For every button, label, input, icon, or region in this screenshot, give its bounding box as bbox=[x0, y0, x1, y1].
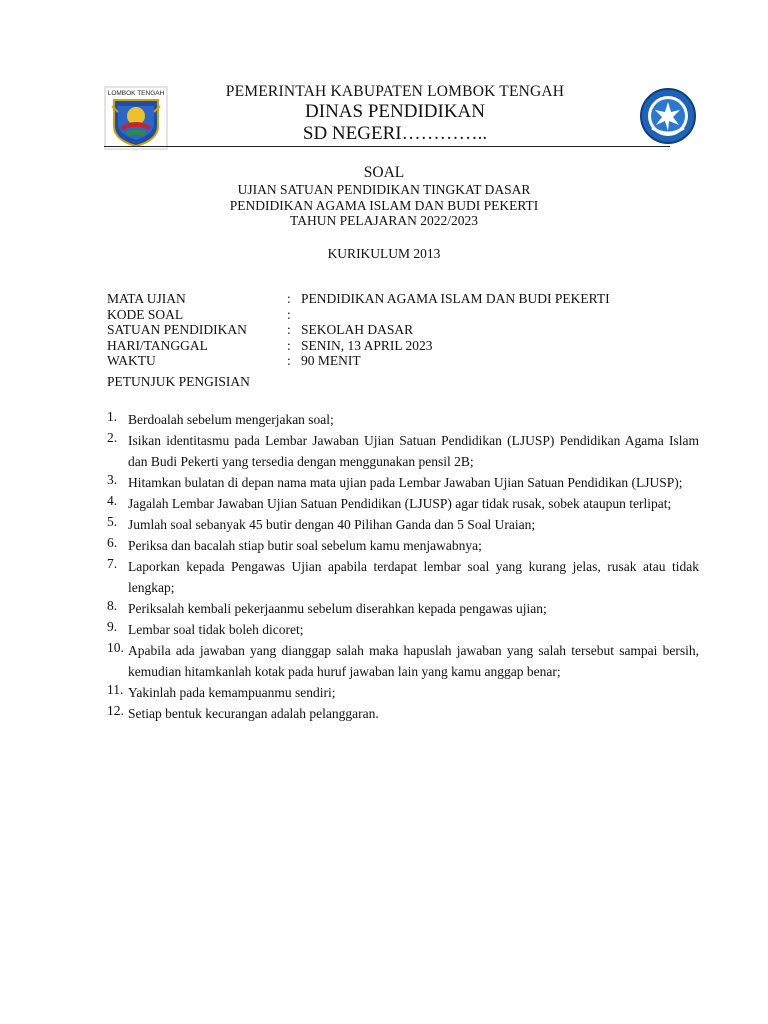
government-name: PEMERINTAH KABUPATEN LOMBOK TENGAH bbox=[225, 83, 565, 100]
item-number: 4. bbox=[107, 493, 118, 508]
item-text: Jumlah soal sebanyak 45 butir dengan 40 Pilihan Ganda dan 5 Soal Uraian; bbox=[128, 517, 536, 532]
list-item bbox=[107, 619, 699, 640]
list-item bbox=[107, 472, 699, 493]
info-value: SEKOLAH DASAR bbox=[301, 322, 414, 338]
item-number: 1. bbox=[107, 409, 118, 424]
item-text: Hitamkan bulatan di depan nama mata ujian pada Lembar Jawaban Ujian Satuan Pendidikan (LJUSP); bbox=[128, 475, 683, 490]
letterhead-text bbox=[100, 83, 690, 145]
info-label: KODE SOAL bbox=[107, 306, 184, 322]
item-number: 10. bbox=[107, 640, 124, 655]
list-item bbox=[107, 430, 699, 472]
info-value: 90 MENIT bbox=[301, 353, 361, 369]
letterhead bbox=[100, 78, 690, 148]
item-text: Setiap bentuk kecurangan adalah pelanggaran. bbox=[128, 706, 379, 721]
info-value: PENDIDIKAN AGAMA ISLAM DAN BUDI PEKERTI bbox=[301, 291, 610, 306]
info-label: MATA UJIAN bbox=[107, 291, 186, 306]
item-number: 3. bbox=[107, 472, 118, 487]
header-divider bbox=[104, 146, 670, 147]
item-number: 7. bbox=[107, 556, 118, 571]
list-item bbox=[107, 556, 699, 598]
info-colon: : bbox=[287, 322, 291, 338]
item-text: Jagalah Lembar Jawaban Ujian Satuan Pendidikan (LJUSP) agar tidak rusak, sobek ataupun terlipat; bbox=[128, 496, 672, 511]
item-text: Yakinlah pada kemampuanmu sendiri; bbox=[128, 685, 336, 700]
list-item bbox=[107, 703, 699, 724]
exam-subtitle-2: PENDIDIKAN AGAMA ISLAM DAN BUDI PEKERTI bbox=[229, 197, 539, 213]
info-row bbox=[107, 291, 610, 307]
tut-wuri-handayani-emblem-icon bbox=[638, 86, 698, 146]
item-text: Berdoalah sebelum mengerjakan soal; bbox=[128, 412, 334, 427]
info-colon: : bbox=[287, 291, 291, 306]
item-number: 11. bbox=[107, 682, 124, 697]
item-text: Laporkan kepada Pengawas Ujian apabila terdapat lembar soal yang kurang jelas, rusak atau tidak lengkap; bbox=[128, 559, 699, 595]
exam-info-table bbox=[107, 291, 610, 369]
info-colon: : bbox=[287, 337, 291, 353]
instructions-heading: PETUNJUK PENGISIAN bbox=[107, 374, 250, 389]
info-label: HARI/TANGGAL bbox=[107, 337, 208, 353]
list-item bbox=[107, 640, 699, 682]
instructions-list bbox=[107, 409, 699, 724]
exam-subtitle-3: TAHUN PELAJARAN 2022/2023 bbox=[290, 213, 478, 228]
info-colon: : bbox=[287, 306, 291, 322]
item-number: 8. bbox=[107, 598, 118, 613]
item-text: Apabila ada jawaban yang dianggap salah maka hapuslah jawaban yang salah tersebut sampai bersih, kemudian hitamkanlah kotak pada huruf jawaban lain yang kamu anggap benar; bbox=[128, 643, 699, 679]
info-row bbox=[107, 307, 610, 323]
department-name: DINAS PENDIDIKAN bbox=[305, 101, 485, 122]
curriculum-label: KURIKULUM 2013 bbox=[327, 246, 441, 261]
item-text: Lembar soal tidak boleh dicoret; bbox=[128, 622, 304, 637]
info-colon: : bbox=[287, 353, 291, 369]
list-item bbox=[107, 598, 699, 619]
school-name: SD NEGERI………….. bbox=[302, 123, 488, 144]
info-label: SATUAN PENDIDIKAN bbox=[107, 322, 247, 338]
exam-title: SOAL bbox=[363, 164, 405, 181]
info-label: WAKTU bbox=[107, 353, 156, 369]
info-row bbox=[107, 322, 610, 338]
item-text: Isikan identitasmu pada Lembar Jawaban Ujian Satuan Pendidikan (LJUSP) Pendidikan Agama Islam dan Budi Pekerti yang tersedia dengan menggunakan pensil 2B; bbox=[128, 433, 699, 469]
item-text: Periksa dan bacalah stiap butir soal sebelum kamu menjawabnya; bbox=[128, 538, 482, 553]
exam-title-block bbox=[0, 164, 768, 229]
item-number: 2. bbox=[107, 430, 118, 445]
list-item bbox=[107, 682, 699, 703]
info-row bbox=[107, 353, 610, 369]
list-item bbox=[107, 514, 699, 535]
item-number: 6. bbox=[107, 535, 118, 550]
item-text: Periksalah kembali pekerjaanmu sebelum diserahkan kepada pengawas ujian; bbox=[128, 601, 547, 616]
info-value: SENIN, 13 APRIL 2023 bbox=[301, 337, 433, 353]
exam-subtitle-1: UJIAN SATUAN PENDIDIKAN TINGKAT DASAR bbox=[237, 182, 531, 197]
item-number: 12. bbox=[107, 703, 124, 718]
list-item bbox=[107, 535, 699, 556]
item-number: 9. bbox=[107, 619, 118, 634]
item-number: 5. bbox=[107, 514, 118, 529]
list-item bbox=[107, 493, 699, 514]
list-item bbox=[107, 409, 699, 430]
logo-left-text: LOMBOK TENGAH bbox=[107, 90, 165, 97]
info-row bbox=[107, 338, 610, 354]
